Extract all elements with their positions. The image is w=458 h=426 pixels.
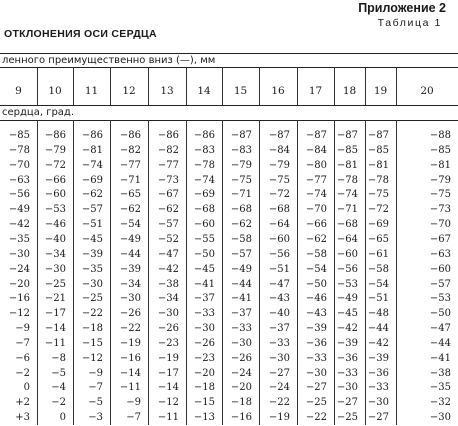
table-cell: −40 bbox=[44, 233, 66, 245]
table-cell: −39 bbox=[305, 323, 327, 335]
column-divider bbox=[37, 120, 38, 425]
column-header: 13 bbox=[160, 85, 174, 97]
table-cell: −69 bbox=[81, 174, 103, 186]
table-cell: −36 bbox=[367, 367, 389, 379]
table-cell: −37 bbox=[268, 323, 290, 335]
table-cell: −16 bbox=[8, 293, 30, 305]
table-rule bbox=[0, 120, 458, 121]
table-cell: −12 bbox=[157, 397, 179, 409]
table-cell: −53 bbox=[44, 204, 66, 216]
table-cell: −35 bbox=[81, 263, 103, 275]
column-header: 20 bbox=[420, 85, 434, 97]
table-cell: −30 bbox=[119, 293, 141, 305]
table-cell: −14 bbox=[44, 323, 66, 335]
table-cell: −83 bbox=[230, 144, 252, 156]
table-cell: −74 bbox=[81, 159, 103, 171]
column-header: 10 bbox=[48, 85, 62, 97]
table-cell: −75 bbox=[367, 189, 389, 201]
table-cell: −82 bbox=[157, 144, 179, 156]
table-cell: −72 bbox=[268, 189, 290, 201]
table-cell: −26 bbox=[157, 323, 179, 335]
table-cell: +2 bbox=[15, 397, 30, 409]
table-cell: −18 bbox=[230, 397, 252, 409]
table-cell: −30 bbox=[44, 263, 66, 275]
table-cell: −35 bbox=[429, 382, 451, 394]
table-cell: −49 bbox=[8, 204, 30, 216]
table-cell: −45 bbox=[336, 308, 358, 320]
table-cell: −56 bbox=[8, 189, 30, 201]
table-cell: −38 bbox=[157, 278, 179, 290]
table-cell: −33 bbox=[336, 367, 358, 379]
table-cell: −39 bbox=[367, 352, 389, 364]
table-cell: −6 bbox=[15, 352, 30, 364]
table-cell: −68 bbox=[193, 204, 215, 216]
table-cell: −73 bbox=[429, 204, 451, 216]
table-cell: −12 bbox=[8, 308, 30, 320]
table-cell: −49 bbox=[230, 263, 252, 275]
table-cell: −81 bbox=[81, 144, 103, 156]
column-divider bbox=[334, 120, 335, 425]
table-cell: −75 bbox=[230, 174, 252, 186]
column-divider bbox=[186, 67, 187, 105]
table-cell: −30 bbox=[81, 278, 103, 290]
table-cell: −51 bbox=[268, 263, 290, 275]
column-header: 15 bbox=[233, 85, 248, 97]
table-cell: −30 bbox=[336, 382, 358, 394]
table-cell: −25 bbox=[336, 412, 358, 424]
table-label: Таблица 1 bbox=[377, 17, 442, 29]
table-cell: −57 bbox=[81, 204, 103, 216]
column-divider bbox=[222, 67, 223, 105]
table-cell: −69 bbox=[193, 189, 215, 201]
column-divider bbox=[110, 67, 111, 105]
table-cell: −47 bbox=[268, 278, 290, 290]
table-cell: −7 bbox=[15, 337, 30, 349]
table-cell: −27 bbox=[367, 412, 389, 424]
table-rule bbox=[0, 105, 458, 106]
table-cell: −60 bbox=[193, 219, 215, 231]
table-cell: −49 bbox=[336, 293, 358, 305]
table-cell: −56 bbox=[336, 263, 358, 275]
table-cell: −42 bbox=[367, 337, 389, 349]
table-cell: −30 bbox=[268, 352, 290, 364]
column-divider bbox=[110, 120, 111, 425]
table-cell: −34 bbox=[44, 248, 66, 260]
table-cell: −86 bbox=[81, 130, 103, 141]
appendix-label: Приложение 2 bbox=[358, 1, 446, 15]
table-cell: −13 bbox=[193, 412, 215, 424]
table-cell: −67 bbox=[429, 233, 451, 245]
table-cell: −26 bbox=[230, 352, 252, 364]
table-cell: −27 bbox=[336, 397, 358, 409]
table-cell: −62 bbox=[305, 233, 327, 245]
table-cell: −16 bbox=[230, 412, 252, 424]
table-cell: −81 bbox=[336, 159, 358, 171]
table-cell: −51 bbox=[81, 219, 103, 231]
table-cell: −72 bbox=[367, 204, 389, 216]
table-cell: −30 bbox=[305, 367, 327, 379]
table-cell: −86 bbox=[119, 130, 141, 141]
table-cell: −87 bbox=[367, 130, 389, 141]
table-cell: −14 bbox=[119, 367, 141, 379]
column-header: 18 bbox=[342, 85, 357, 97]
table-cell: −22 bbox=[81, 308, 103, 320]
table-cell: −43 bbox=[305, 308, 327, 320]
table-cell: −23 bbox=[157, 337, 179, 349]
column-header: 9 bbox=[15, 85, 22, 97]
table-cell: −25 bbox=[81, 293, 103, 305]
table-cell: −23 bbox=[193, 352, 215, 364]
table-cell: −83 bbox=[193, 144, 215, 156]
table-cell: −79 bbox=[44, 144, 66, 156]
table-cell: −78 bbox=[336, 174, 358, 186]
table-cell: −26 bbox=[119, 308, 141, 320]
data-table bbox=[0, 53, 458, 425]
table-cell: −45 bbox=[81, 233, 103, 245]
table-cell: −20 bbox=[193, 367, 215, 379]
table-cell: −66 bbox=[305, 219, 327, 231]
table-cell: −79 bbox=[268, 159, 290, 171]
column-header: 19 bbox=[373, 85, 388, 97]
table-cell: −75 bbox=[268, 174, 290, 186]
table-cell: −7 bbox=[126, 412, 141, 424]
table-cell: −56 bbox=[268, 248, 290, 260]
table-cell: −18 bbox=[81, 323, 103, 335]
table-cell: −16 bbox=[119, 352, 141, 364]
table-cell: −45 bbox=[193, 263, 215, 275]
table-cell: −5 bbox=[88, 397, 103, 409]
table-cell: −14 bbox=[157, 382, 179, 394]
table-cell: −78 bbox=[367, 174, 389, 186]
column-header: 11 bbox=[84, 85, 99, 97]
table-cell: −64 bbox=[336, 233, 358, 245]
column-divider bbox=[259, 67, 260, 105]
table-cell: −43 bbox=[268, 293, 290, 305]
table-rule bbox=[0, 67, 458, 68]
column-header: 17 bbox=[308, 85, 323, 97]
table-cell: −79 bbox=[429, 174, 451, 186]
table-cell: −39 bbox=[119, 263, 141, 275]
table-cell: 0 bbox=[59, 412, 66, 424]
table-cell: −5 bbox=[51, 367, 66, 379]
table-cell: −24 bbox=[268, 382, 290, 394]
table-cell: −57 bbox=[429, 278, 451, 290]
table-cell: −33 bbox=[268, 337, 290, 349]
table-cell: −19 bbox=[157, 352, 179, 364]
column-divider bbox=[73, 120, 74, 425]
table-cell: −27 bbox=[268, 367, 290, 379]
table-cell: −55 bbox=[193, 233, 215, 245]
table-cell: −9 bbox=[126, 397, 141, 409]
column-divider bbox=[222, 120, 223, 425]
table-cell: −80 bbox=[305, 159, 327, 171]
table-cell: −24 bbox=[8, 263, 30, 275]
table-cell: −85 bbox=[367, 144, 389, 156]
table-top-rule bbox=[0, 53, 458, 54]
table-cell: −62 bbox=[230, 219, 252, 231]
table-cell: −74 bbox=[305, 189, 327, 201]
table-cell: −68 bbox=[336, 219, 358, 231]
table-cell: −69 bbox=[367, 219, 389, 231]
table-cell: −12 bbox=[81, 352, 103, 364]
column-header: 16 bbox=[271, 85, 285, 97]
table-cell: −85 bbox=[429, 144, 451, 156]
column-header: 14 bbox=[197, 85, 211, 97]
table-cell: −44 bbox=[429, 337, 451, 349]
table-cell: −87 bbox=[305, 130, 327, 141]
table-subheader-mid: сердца, град. bbox=[2, 107, 75, 118]
table-cell: −30 bbox=[157, 308, 179, 320]
table-cell: −86 bbox=[44, 130, 66, 141]
table-cell: −60 bbox=[44, 189, 66, 201]
table-cell: −72 bbox=[44, 159, 66, 171]
table-cell: −2 bbox=[51, 397, 66, 409]
column-divider bbox=[73, 67, 74, 105]
table-cell: −78 bbox=[8, 144, 30, 156]
table-cell: −85 bbox=[336, 144, 358, 156]
table-cell: −74 bbox=[193, 174, 215, 186]
table-cell: −70 bbox=[305, 204, 327, 216]
table-cell: −9 bbox=[88, 367, 103, 379]
table-cell: −42 bbox=[8, 219, 30, 231]
table-cell: −74 bbox=[336, 189, 358, 201]
column-divider bbox=[334, 67, 335, 105]
column-divider bbox=[186, 120, 187, 425]
table-cell: −68 bbox=[268, 204, 290, 216]
table-cell: −9 bbox=[15, 323, 30, 335]
table-cell: −73 bbox=[157, 174, 179, 186]
table-cell: −36 bbox=[305, 337, 327, 349]
table-cell: −79 bbox=[230, 159, 252, 171]
table-cell: −77 bbox=[119, 159, 141, 171]
table-cell: −44 bbox=[230, 278, 252, 290]
table-cell: −60 bbox=[336, 248, 358, 260]
table-cell: −37 bbox=[230, 308, 252, 320]
column-divider bbox=[396, 120, 397, 425]
table-cell: −37 bbox=[193, 293, 215, 305]
table-cell: −2 bbox=[15, 367, 30, 379]
table-cell: −11 bbox=[119, 382, 141, 394]
table-cell: −20 bbox=[230, 382, 252, 394]
column-divider bbox=[259, 120, 260, 425]
table-cell: −15 bbox=[81, 337, 103, 349]
table-cell: −15 bbox=[193, 397, 215, 409]
table-cell: −42 bbox=[157, 263, 179, 275]
table-cell: −77 bbox=[305, 174, 327, 186]
table-cell: −41 bbox=[230, 293, 252, 305]
table-cell: −50 bbox=[305, 278, 327, 290]
table-cell: −54 bbox=[367, 278, 389, 290]
table-cell: −62 bbox=[81, 189, 103, 201]
table-cell: −25 bbox=[305, 397, 327, 409]
page-title: ОТКЛОНЕНИЯ ОСИ СЕРДЦА bbox=[4, 28, 157, 40]
table-cell: −70 bbox=[429, 219, 451, 231]
table-cell: −32 bbox=[429, 397, 451, 409]
table-cell: −77 bbox=[157, 159, 179, 171]
table-cell: −46 bbox=[44, 219, 66, 231]
table-cell: −86 bbox=[193, 130, 215, 141]
table-cell: −84 bbox=[305, 144, 327, 156]
table-cell: −19 bbox=[119, 337, 141, 349]
table-cell: −57 bbox=[157, 219, 179, 231]
table-cell: −70 bbox=[8, 159, 30, 171]
table-cell: −51 bbox=[367, 293, 389, 305]
table-cell: −68 bbox=[230, 204, 252, 216]
table-cell: −36 bbox=[336, 352, 358, 364]
table-cell: −44 bbox=[367, 323, 389, 335]
table-cell: −39 bbox=[81, 248, 103, 260]
table-cell: −17 bbox=[44, 308, 66, 320]
table-cell: −57 bbox=[230, 248, 252, 260]
table-cell: −58 bbox=[230, 233, 252, 245]
table-cell: −44 bbox=[119, 248, 141, 260]
table-cell: −11 bbox=[44, 337, 66, 349]
column-divider bbox=[37, 67, 38, 105]
table-cell: −54 bbox=[305, 263, 327, 275]
table-cell: −41 bbox=[429, 352, 451, 364]
table-cell: −19 bbox=[268, 412, 290, 424]
table-cell: 0 bbox=[23, 382, 30, 394]
table-cell: −27 bbox=[305, 382, 327, 394]
table-cell: −62 bbox=[157, 204, 179, 216]
table-cell: −22 bbox=[119, 323, 141, 335]
table-cell: −17 bbox=[157, 367, 179, 379]
table-cell: −41 bbox=[193, 278, 215, 290]
table-cell: −33 bbox=[305, 352, 327, 364]
table-cell: −53 bbox=[336, 278, 358, 290]
table-cell: −34 bbox=[119, 278, 141, 290]
table-cell: −7 bbox=[88, 382, 103, 394]
column-divider bbox=[396, 67, 397, 105]
table-cell: −47 bbox=[157, 248, 179, 260]
table-cell: −60 bbox=[268, 233, 290, 245]
table-cell: −40 bbox=[268, 308, 290, 320]
column-divider bbox=[148, 67, 149, 105]
table-cell: −61 bbox=[367, 248, 389, 260]
table-cell: +3 bbox=[15, 412, 30, 424]
table-cell: −22 bbox=[305, 412, 327, 424]
table-cell: −47 bbox=[429, 323, 451, 335]
column-divider bbox=[148, 120, 149, 425]
table-cell: −52 bbox=[157, 233, 179, 245]
column-divider bbox=[297, 67, 298, 105]
table-cell: −4 bbox=[51, 382, 66, 394]
table-cell: −71 bbox=[119, 174, 141, 186]
table-cell: −88 bbox=[429, 130, 451, 141]
table-cell: −53 bbox=[429, 293, 451, 305]
table-cell: −50 bbox=[429, 308, 451, 320]
table-cell: −87 bbox=[230, 130, 252, 141]
table-cell: −86 bbox=[157, 130, 179, 141]
table-cell: −60 bbox=[429, 263, 451, 275]
table-cell: −30 bbox=[367, 397, 389, 409]
table-cell: −66 bbox=[44, 174, 66, 186]
table-cell: −84 bbox=[268, 144, 290, 156]
table-cell: −87 bbox=[268, 130, 290, 141]
table-cell: −26 bbox=[193, 337, 215, 349]
table-cell: −20 bbox=[8, 278, 30, 290]
column-divider bbox=[297, 120, 298, 425]
table-cell: −34 bbox=[157, 293, 179, 305]
table-cell: −58 bbox=[305, 248, 327, 260]
table-cell: −87 bbox=[336, 130, 358, 141]
table-cell: −65 bbox=[367, 233, 389, 245]
table-cell: −30 bbox=[8, 248, 30, 260]
table-cell: −25 bbox=[44, 278, 66, 290]
table-cell: −67 bbox=[157, 189, 179, 201]
table-cell: −64 bbox=[268, 219, 290, 231]
column-divider bbox=[365, 67, 366, 105]
table-cell: −50 bbox=[193, 248, 215, 260]
table-cell: −30 bbox=[429, 412, 451, 424]
table-cell: −42 bbox=[336, 323, 358, 335]
column-header: 12 bbox=[122, 85, 136, 97]
table-subheader-top: ленного преимущественно вниз (—), мм bbox=[2, 55, 216, 66]
table-cell: −85 bbox=[8, 130, 30, 141]
table-cell: −21 bbox=[44, 293, 66, 305]
table-cell: −65 bbox=[119, 189, 141, 201]
table-cell: −63 bbox=[429, 248, 451, 260]
table-cell: −11 bbox=[157, 412, 179, 424]
table-cell: −81 bbox=[429, 159, 451, 171]
table-cell: −48 bbox=[367, 308, 389, 320]
table-cell: −22 bbox=[268, 397, 290, 409]
table-cell: −71 bbox=[230, 189, 252, 201]
table-cell: −30 bbox=[230, 337, 252, 349]
table-cell: −3 bbox=[88, 412, 103, 424]
table-cell: −75 bbox=[429, 189, 451, 201]
table-cell: −33 bbox=[230, 323, 252, 335]
column-divider bbox=[365, 120, 366, 425]
table-cell: −24 bbox=[230, 367, 252, 379]
table-cell: −33 bbox=[193, 308, 215, 320]
table-cell: −71 bbox=[336, 204, 358, 216]
table-cell: −18 bbox=[193, 382, 215, 394]
table-cell: −58 bbox=[367, 263, 389, 275]
table-cell: −38 bbox=[429, 367, 451, 379]
table-cell: −62 bbox=[119, 204, 141, 216]
table-cell: −78 bbox=[193, 159, 215, 171]
table-cell: −39 bbox=[336, 337, 358, 349]
table-cell: −33 bbox=[367, 382, 389, 394]
table-cell: −82 bbox=[119, 144, 141, 156]
table-cell: −30 bbox=[193, 323, 215, 335]
table-cell: −81 bbox=[367, 159, 389, 171]
table-cell: −46 bbox=[305, 293, 327, 305]
table-cell: −49 bbox=[119, 233, 141, 245]
table-cell: −63 bbox=[8, 174, 30, 186]
table-cell: −35 bbox=[8, 233, 30, 245]
table-cell: −8 bbox=[51, 352, 66, 364]
table-cell: −54 bbox=[119, 219, 141, 231]
